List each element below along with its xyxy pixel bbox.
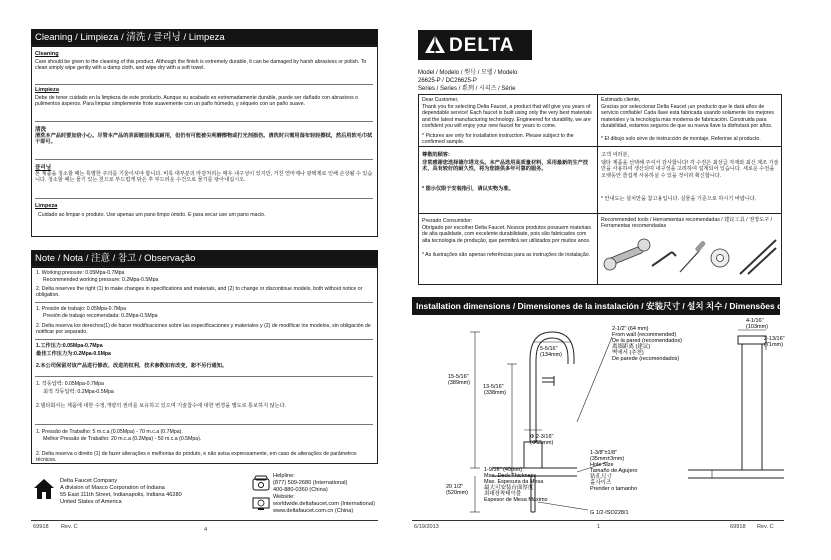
tools-illustration <box>600 230 780 280</box>
dim-wall-1: 2-1/2" (64 mm) <box>612 326 649 332</box>
website-label: Website: <box>273 494 295 500</box>
cleaning-pt-label: Limpeza <box>35 203 58 209</box>
note-pt-1: 1. Pressão de Trabalho: 5 m.c.a (0.05Mpa) - 70 m.c.a (0.7Mpa). <box>36 429 183 435</box>
pliers-icon <box>740 240 776 274</box>
dim-wall-5: 벽에서 (추천) <box>612 350 644 356</box>
cleaning-en-label: Cleaning <box>35 51 59 57</box>
model-numbers: 26625-P / DC26625-P <box>418 78 477 84</box>
install-header: Installation dimensions / Dimensiones de la instalación / 安装尺寸 / 설치 치수 / Dimensões de instalação <box>412 297 780 315</box>
dim-deck-2: Max. Deck Thickness <box>484 473 537 479</box>
dim-side-width: 4-1/16" <box>746 318 764 324</box>
divider <box>35 424 373 425</box>
dim-shank-length-mm: (520mm) <box>446 490 469 496</box>
delta-logo-icon <box>424 34 446 56</box>
delta-logo-text: DELTA <box>449 35 515 56</box>
cleaning-zh-text: 清洗本产品时要加倍小心。尽管本产品的表面镀层极其耐用，但仍有可能被尖利磨擦物或打光剂损伤。清洗时只需用湿布轻轻擦拭，然后用软毛巾拭干即可。 <box>35 133 373 146</box>
dim-hole-6: 홀사이즈 <box>590 480 612 486</box>
helpline-label: Helpline: <box>273 473 295 479</box>
note-header: Note / Nota / 注意 / 참고 / Observação <box>31 250 378 268</box>
footer-rev: Rev. C <box>61 524 78 530</box>
divider <box>35 84 373 85</box>
dim-deck-3: Max. Espesura da Mesa <box>484 479 544 485</box>
dim-hole-2: (35mm±3mm) <box>590 456 625 462</box>
hex-key-icon <box>652 252 676 266</box>
website-china: www.deltafaucet.com.cn (China) <box>273 508 354 514</box>
footer-rule <box>412 520 784 521</box>
note-ko-1: 1. 작동압력: 0.05Mpa-0.7Mpa <box>36 381 104 387</box>
tape-icon <box>711 249 729 267</box>
website-icon <box>252 496 270 512</box>
dim-base-dia: Φ 2-3/16" <box>530 434 554 440</box>
note-es-1b: Presión de trabajo recomendada: 0.2Mpa-0.5Mpa <box>43 313 158 319</box>
divider <box>35 302 373 303</box>
delta-logo <box>418 30 532 60</box>
customer-es-note: * El dibujo solo sirve de instrucción de montaje. Referirse al producto. <box>601 136 761 142</box>
dim-side-height-mm: (71mm) <box>764 342 783 348</box>
cleaning-en-text: Care should be given to the cleaning of this product. Although the finish is extremely durable, it can be damaged by harsh abrasives or polish. To clean simply wipe gently with a damp cloth, and wipe dry with a soft towel. <box>35 59 367 72</box>
customer-pt-title: Prezado Consumidor: <box>422 218 473 224</box>
dim-height-total: 15-5/16" <box>448 374 469 380</box>
company-street: 55 East 111th Street, Indianapolis, Indiana 46280 <box>60 492 182 498</box>
dim-base-dia-mm: (Φ55mm) <box>530 440 554 446</box>
dim-deck-1: 1-9/16" (40mm) <box>484 467 523 473</box>
footer-page-number: 4 <box>204 527 208 533</box>
phone-icon <box>252 475 270 491</box>
dim-height-total-mm: (389mm) <box>448 380 471 386</box>
row-divider <box>418 213 782 214</box>
customer-zh-note: * 图示仅限于安装指引，请以实物为准。 <box>422 186 514 192</box>
customer-es-title: Estimado cliente, <box>601 97 641 103</box>
customer-zh-body: 非常感谢您选择德尔塔龙头。本产品选用高质量材料，采用最新的生产技术，具有较好的耐久性，将为您提供多年可靠的服务。 <box>422 160 589 173</box>
customer-pt-body: Obrigado por escolher Delta Faucet. Nossos produtos possuem materiais de alta qualidade, com excelente durabilidade, pois são fabricados com alta tecnologia de produção, que permitirá ser utilizados por muitos anos. <box>422 225 591 244</box>
dim-spout-reach-mm: (134mm) <box>540 352 563 358</box>
cleaning-pt-text: Cuidado ao limpar o produto. Use apenas um pano limpo úmido. E para secar use um pano macio. <box>38 212 266 218</box>
website-intl: worldwide.deltafaucet.com (International) <box>273 501 375 507</box>
note-zh-1b: 最佳工作压力为:0.2Mpa-0.5Mpa <box>36 351 111 357</box>
dim-deck-4: 最大可安装台面厚度 <box>484 485 534 491</box>
dim-hole-7: Prender o tamanho <box>590 486 638 492</box>
note-ko-1b: 최적 작동압력: 0.2Mpa-0.5Mpa <box>43 389 114 395</box>
footer-date: 6/19/2013 <box>414 524 439 530</box>
helpline-intl: (877) 509-2680 (International) <box>273 480 348 486</box>
divider <box>35 121 373 122</box>
cleaning-es-text: Debe de tener cuidado en la limpieza de este producto. Aunque su acabado es extremadamente durable, puede ser dañado con abrasivos o pulimentos ásperos. Para limpiar simplemente frote suavemente con un paño húmedo, y séquelo con un paño suave. <box>35 95 358 108</box>
cleaning-ko-text: 본 제품을 청소할 때는 특별한 주의를 기울이셔야 합니다. 비록 대부분의 마감처리는 매우 내구성이 있지만, 거친 연마제나 광택제로 인해 손상될 수 있습니다. 청소할 때는 물기 있는 천으로 부드럽게 닦은 후 부드러운 수건으로 물기를 닦아내십시오. <box>35 171 373 184</box>
note-es-1: 1. Presión de trabajo: 0.05Mpa-0.7Mpa <box>36 306 126 312</box>
note-en-1: 1. Working pressure: 0.05Mpa-0.7Mpa <box>36 270 125 276</box>
footer-rev: Rev. C <box>757 524 774 530</box>
footer-code: 69918 <box>730 524 746 530</box>
series-label: Series / Series / 系列 / 시리즈 / Série <box>418 86 516 92</box>
divider <box>35 376 373 377</box>
row-divider <box>418 146 782 147</box>
dim-wall-2: From wall (recommended) <box>612 332 677 338</box>
customer-en-title: Dear Customer, <box>422 97 459 103</box>
company-country: United States of America <box>60 499 122 505</box>
company-division: A division of Masco Corporation of Indiana <box>60 485 165 491</box>
company-name: Delta Faucet Company <box>60 478 118 484</box>
customer-ko-title: 고객 여러분, <box>601 152 629 158</box>
cleaning-es-label: Limpieza <box>35 87 59 93</box>
dim-hole-4: Tamaño de Agujero <box>590 468 638 474</box>
note-ko-2: 2.델타회사는 제품에 대한 수정,개량의 권리를 보유하고 있으며 기술참수에 대한 변경을 별도로 통보하지 않는다. <box>36 403 287 409</box>
right-page <box>404 0 831 560</box>
note-pt-2: 2. Delta reserva o direito (1) de fazer alterações e melhorias do produto, e não avisa expressamente, em caso de alterações de parâmetros técnicos. <box>36 451 357 464</box>
divider <box>35 339 373 340</box>
note-es-2: 2. Delta reserva los derechos(1) de hacer modificaciones sobre las especificaciones y materiales y (2) de modificar los modelos, sin obligación de notificar por separado. <box>36 323 371 336</box>
screwdriver-icon <box>680 240 706 272</box>
customer-pt-note: * As ilustrações são apenas referências para as instruções de instalação. <box>422 252 591 258</box>
customer-en-body: Thank you for selecting Delta Faucet, a product that will give you years of dependable service! Each faucet is built using only the very best materials and the latest manufacturing technology. Engineered for durability, we are confident you will enjoy your new faucet for years to come. <box>422 104 592 129</box>
tools-label: Recommended tools / Herramientas recomendadas / 建议工具 / 권장도구 / Ferramentas recomendadas <box>601 217 773 230</box>
home-icon <box>33 478 55 500</box>
cleaning-ko-label: 클리닝 <box>35 165 52 171</box>
cleaning-zh-label: 清洗 <box>35 127 47 133</box>
customer-ko-note: * 안내도는 설치만을 참고용입니다. 실물을 기준으로 하시기 바랍니다. <box>601 196 757 202</box>
footer-rule <box>31 520 378 521</box>
customer-ko-body: 델타 제품을 선택해 주셔서 감사합니다! 각 수전은 최상급 자재와 최신 제조 기술만을 사용하여 생산되며 내구성을 고려하여 설계되어 있습니다. 새로운 수전을 오랫동안 즐겁게 사용하실 수 있을 것이라 확신합니다. <box>601 160 779 179</box>
customer-en-note: * Pictures are only for installation instruction. Please subject to the confirmed sample. <box>422 133 574 146</box>
dim-wall-3: De la pared (recomendados) <box>612 338 683 344</box>
dim-hole-3: Hole Size <box>590 462 614 468</box>
dim-wall-6: De parede (recomendados) <box>612 356 680 362</box>
dim-thread: G 1/2-ISO228/1 <box>590 510 629 516</box>
footer-code: 69918 <box>33 524 49 530</box>
footer-page-number: 1 <box>597 524 601 530</box>
cleaning-header: Cleaning / Limpieza / 清洗 / 클리닝 / Limpeza <box>31 29 378 47</box>
model-label: Model / Modelo / 型号 / 모델 / Modelo <box>418 70 518 76</box>
dim-height-spout-mm: (338mm) <box>484 390 507 396</box>
note-en-2: 2. Delta reserves the right (1) to make changes in specifications and materials, and (2) to change or discontinue models, both without notice or obligation. <box>36 286 363 299</box>
dim-deck-6: Espesor de Mesa Máximo <box>484 497 548 503</box>
note-zh-2: 2.本公司保留对该产品进行修改、改进的权利，技术参数如有改变，恕不另行通知。 <box>36 363 228 369</box>
dim-side-height: 2-13/16" <box>764 336 785 342</box>
divider <box>35 198 373 199</box>
dim-height-spout: 13-5/16" <box>483 384 504 390</box>
dim-hole-5: 钻孔尺寸 <box>590 474 613 480</box>
installation-diagram <box>412 312 784 517</box>
divider <box>35 159 373 160</box>
note-zh-1: 1.工作压力:0.05Mpa-0.7Mpa <box>36 343 103 349</box>
left-page <box>0 0 404 560</box>
note-en-1b: Recommended working pressure: 0.2Mpa-0.5Mpa <box>43 277 159 283</box>
dim-deck-5: 최대장착테이블 <box>484 491 522 497</box>
dim-spout-reach: 5-5/16" <box>540 346 558 352</box>
dim-hole-1: 1-3/8"±1/8" <box>590 450 618 456</box>
wrench-icon <box>604 239 650 270</box>
customer-es-body: Gracias por seleccionar Delta Faucet ¡un producto que le dará años de servicio confiable! Cada llave está fabricada usando solamente los mejores materiales y la tecnología más moderna de fabricación. Construida para durabilidad, estamos seguros de que su nueva llave la disfrutará por años. <box>601 104 775 129</box>
dim-side-width-mm: (103mm) <box>746 324 769 330</box>
note-pt-1b: Melhor Pressão de Trabalho: 20 m.c.a (0.2Mpa) - 50 m.c.a (0.5Mpa). <box>43 436 202 442</box>
dim-shank-length: 20 1/2" <box>446 484 464 490</box>
customer-zh-title: 尊敬的顾客: <box>422 152 450 158</box>
dim-wall-4: 离墙距离 (建议) <box>612 344 651 350</box>
helpline-china: 400-880-0360 (China) <box>273 487 328 493</box>
column-divider <box>597 94 598 285</box>
